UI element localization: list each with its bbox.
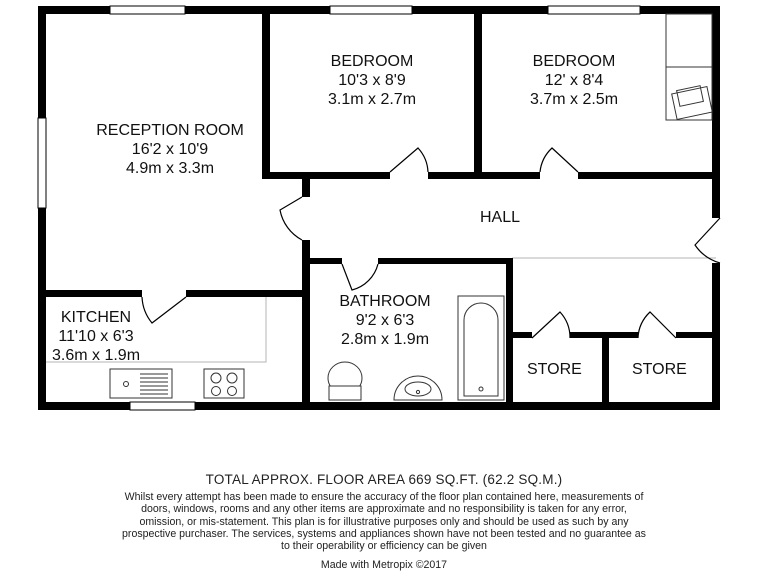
- bedroom1-imperial: 10'3 x 8'9: [338, 72, 406, 89]
- kitchen-label: [46, 308, 146, 365]
- total-floor-area: TOTAL APPROX. FLOOR AREA 669 SQ.FT. (62.2 SQ.M.): [205, 472, 563, 487]
- bedroom1-label: [282, 52, 462, 109]
- store1-label: STORE: [527, 361, 582, 378]
- store2-label: STORE: [632, 361, 687, 378]
- bath-icon: [458, 296, 504, 400]
- bedroom2-label: [484, 52, 664, 109]
- kitchen-name: KITCHEN: [60, 309, 132, 326]
- bedroom2-imperial: 12' x 8'4: [544, 72, 604, 89]
- reception-room-imperial: 16'2 x 10'9: [131, 141, 209, 158]
- desk-icon: [672, 86, 713, 120]
- hob-icon: [204, 369, 244, 398]
- bedroom1-metric: 3.1m x 2.7m: [327, 91, 417, 108]
- reception-room-name: RECEPTION ROOM: [96, 122, 244, 139]
- bathroom-imperial: 9'2 x 6'3: [355, 312, 415, 329]
- sink-icon: [110, 369, 172, 398]
- reception-room-metric: 4.9m x 3.3m: [125, 160, 215, 177]
- basin-icon: [394, 376, 442, 400]
- bathroom-label: [310, 292, 460, 349]
- bathroom-metric: 2.8m x 1.9m: [340, 331, 430, 348]
- reception-room-label: [60, 121, 280, 178]
- hall-label: [450, 208, 550, 227]
- bathroom-name: BATHROOM: [339, 293, 431, 310]
- made-with-credit: Made with Metropix ©2017: [320, 559, 448, 571]
- bedroom1-name: BEDROOM: [330, 53, 414, 70]
- hall-name: HALL: [479, 209, 521, 226]
- kitchen-metric: 3.6m x 1.9m: [51, 347, 141, 364]
- bedroom2-name: BEDROOM: [532, 53, 616, 70]
- bedroom2-metric: 3.7m x 2.5m: [529, 91, 619, 108]
- kitchen-imperial: 11'10 x 6'3: [58, 328, 134, 345]
- toilet-icon: [328, 362, 362, 400]
- disclaimer-text: Whilst every attempt has been made to ensure the accuracy of the floor plan contained here, measurements of doors, windows, rooms and any other items are approximate and no responsibility is taken for any error, omission, or mis-statement. This plan is for illustrative purposes only and should be used as such by any prospective purchaser. The services, systems and appliances shown have not been tested and no guarantee as to their operability or efficiency can be given: [122, 491, 646, 553]
